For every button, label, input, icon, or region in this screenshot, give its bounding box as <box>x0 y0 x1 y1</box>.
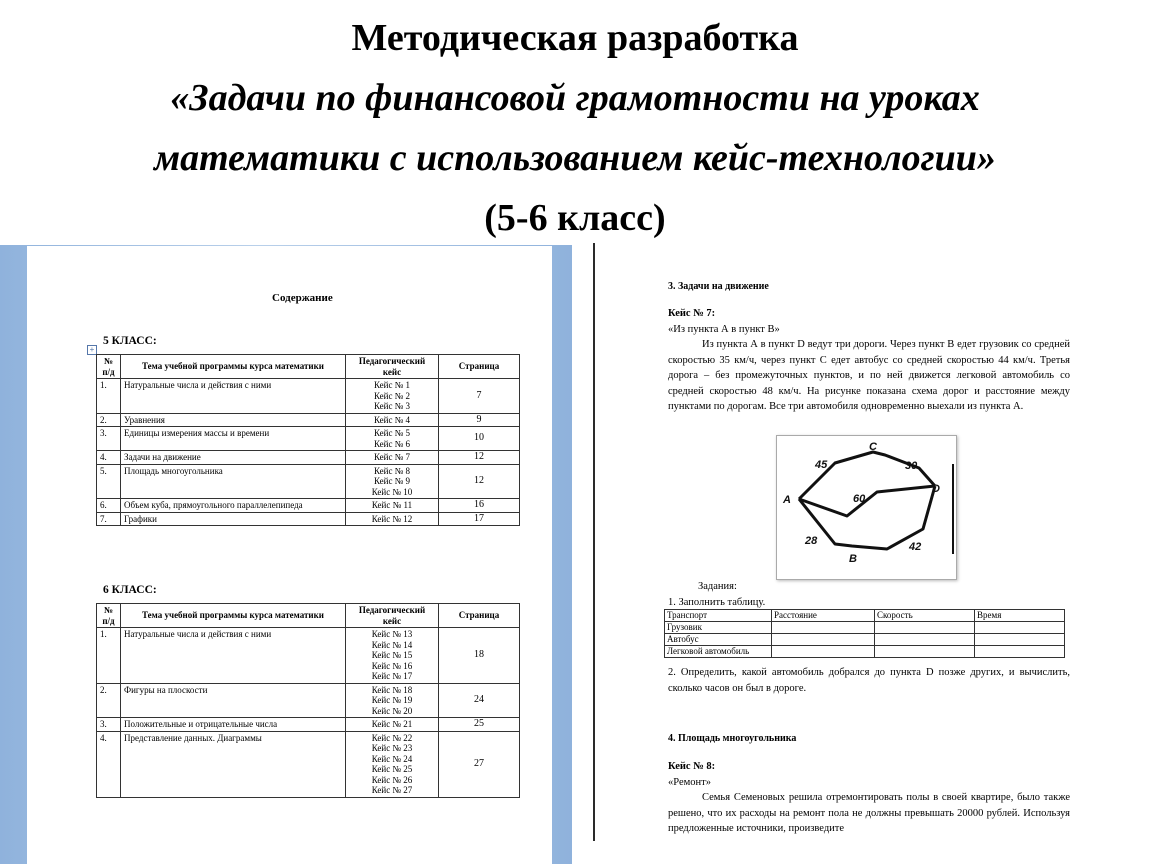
road-scheme-figure <box>776 435 957 580</box>
class6-table <box>96 603 520 798</box>
road-scheme-diagram <box>777 436 956 579</box>
row-page: 18 <box>439 628 520 684</box>
task-header-time: Время <box>975 610 1065 622</box>
header-page: Страница <box>439 604 520 628</box>
case-8-heading: Кейс № 8: <box>668 761 716 772</box>
tasks-heading: Задания: <box>698 581 737 592</box>
row-cases: Кейс № 22 Кейс № 23 Кейс № 24 Кейс № 25 Кейс № 26 Кейс № 27 <box>346 731 439 797</box>
row-cases: Кейс № 7 <box>346 451 439 465</box>
row-cases: Кейс № 11 <box>346 499 439 513</box>
point-b-label: B <box>849 553 857 565</box>
distance-c-d-label: 30 <box>905 460 918 472</box>
case-page <box>598 245 1150 864</box>
row-cases: Кейс № 8 Кейс № 9 Кейс № 10 <box>346 464 439 499</box>
header-topic: Тема учебной программы курса математики <box>121 604 346 628</box>
row-number: 3. <box>97 718 121 732</box>
row-topic: Задачи на движение <box>121 451 346 465</box>
task-row-truck: Грузовик <box>665 622 772 634</box>
row-topic: Натуральные числа и действия с ними <box>121 379 346 414</box>
point-c-label: C <box>869 441 877 453</box>
distance-b-d-label: 42 <box>909 541 922 553</box>
table-row <box>97 683 520 718</box>
title-line-4: (5-6 класс) <box>484 197 666 239</box>
row-page: 16 <box>439 499 520 513</box>
header-page: Страница <box>439 355 520 379</box>
row-page: 24 <box>439 683 520 718</box>
row-cases: Кейс № 1 Кейс № 2 Кейс № 3 <box>346 379 439 414</box>
case-8-title: «Ремонт» <box>668 776 711 788</box>
table-row <box>97 718 520 732</box>
case-7-block <box>668 306 1070 415</box>
task-row-car: Легковой автомобиль <box>665 646 772 658</box>
table-row <box>97 731 520 797</box>
distance-a-d-label: 60 <box>853 493 866 505</box>
table-row <box>97 512 520 526</box>
row-topic: Представление данных. Диаграммы <box>121 731 346 797</box>
row-topic: Объем куба, прямоугольного параллелепипеда <box>121 499 346 513</box>
row-topic: Графики <box>121 512 346 526</box>
table-row <box>97 499 520 513</box>
header-case: Педагогический кейс <box>346 604 439 628</box>
table-row <box>97 379 520 414</box>
case-7-heading: Кейс № 7: <box>668 308 716 319</box>
row-number: 1. <box>97 379 121 414</box>
header-topic: Тема учебной программы курса математики <box>121 355 346 379</box>
point-a-label: A <box>783 494 791 506</box>
row-number: 6. <box>97 499 121 513</box>
case-7-text: Из пункта А в пункт D ведут три дороги. Через пункт В едет грузовик со средней скоростью 35 км/ч, через пункт С едет автобус со средней скоростью 44 км/ч. Третья дорога – без промежуточных пунктов, и по ней движется легковой автомобиль со средней скоростью 48 км/ч. На рисунке показана схема дорог и расстояние между пунктами по дорогам. Все три автомобиля одновременно выехали из пункта А. <box>668 339 1070 412</box>
task-table <box>664 609 1065 658</box>
road-a-b-d <box>799 486 935 549</box>
class5-table <box>96 354 520 526</box>
row-topic: Фигуры на плоскости <box>121 683 346 718</box>
row-cases: Кейс № 5 Кейс № 6 <box>346 427 439 451</box>
row-page: 10 <box>439 427 520 451</box>
title-line-2: «Задачи по финансовой грамотности на уроках <box>170 77 980 119</box>
row-page: 27 <box>439 731 520 797</box>
slide-title <box>0 8 1150 248</box>
task-2: 2. Определить, какой автомобиль добрался до пункта D позже других, и вычислить, сколько часов он был в дороге. <box>668 667 1070 694</box>
title-line-3: математики с использованием кейс-технологии» <box>154 137 996 179</box>
row-number: 5. <box>97 464 121 499</box>
row-number: 3. <box>97 427 121 451</box>
header-case: Педагогический кейс <box>346 355 439 379</box>
row-number: 4. <box>97 731 121 797</box>
class5-heading: 5 КЛАСС: <box>103 335 157 347</box>
row-cases: Кейс № 12 <box>346 512 439 526</box>
contents-page <box>27 246 552 864</box>
row-cases: Кейс № 21 <box>346 718 439 732</box>
distance-a-c-label: 45 <box>815 459 828 471</box>
table-row <box>97 451 520 465</box>
row-page: 12 <box>439 451 520 465</box>
task-header-speed: Скорость <box>875 610 975 622</box>
case-7-title: «Из пункта А в пункт В» <box>668 323 780 335</box>
row-page: 7 <box>439 379 520 414</box>
row-cases: Кейс № 13 Кейс № 14 Кейс № 15 Кейс № 16 Кейс № 17 <box>346 628 439 684</box>
page-divider <box>593 243 595 841</box>
table-move-handle-icon[interactable]: + <box>87 345 97 355</box>
task-row-bus: Автобус <box>665 634 772 646</box>
tasks-block <box>668 579 1070 610</box>
section-3-heading: 3. Задачи на движение <box>668 281 769 292</box>
row-cases: Кейс № 4 <box>346 413 439 427</box>
header-number: № п/д <box>97 604 121 628</box>
title-line-1: Методическая разработка <box>351 17 799 59</box>
row-number: 2. <box>97 683 121 718</box>
row-topic: Уравнения <box>121 413 346 427</box>
row-number: 7. <box>97 512 121 526</box>
row-topic: Положительные и отрицательные числа <box>121 718 346 732</box>
point-d-label: D <box>932 483 940 495</box>
header-number: № п/д <box>97 355 121 379</box>
case-8-text: Семья Семеновых решила отремонтировать полы в своей квартире, было также решено, что их расходы на ремонт пола не должны превышать 20000 рублей. Используя предложенные источники, произведите <box>668 792 1070 834</box>
class6-heading: 6 КЛАСС: <box>103 584 157 596</box>
row-page: 9 <box>439 413 520 427</box>
table-row <box>97 628 520 684</box>
row-topic: Площадь многоугольника <box>121 464 346 499</box>
row-number: 2. <box>97 413 121 427</box>
row-number: 1. <box>97 628 121 684</box>
task-header-transport: Транспорт <box>665 610 772 622</box>
road-a-d-direct <box>799 486 935 516</box>
contents-heading: Содержание <box>272 292 333 304</box>
task-header-distance: Расстояние <box>772 610 875 622</box>
row-page: 25 <box>439 718 520 732</box>
row-cases: Кейс № 18 Кейс № 19 Кейс № 20 <box>346 683 439 718</box>
case-8-block <box>668 759 1070 837</box>
task-1: 1. Заполнить таблицу. <box>668 596 766 608</box>
row-page: 12 <box>439 464 520 499</box>
distance-a-b-label: 28 <box>805 535 818 547</box>
table-row <box>97 413 520 427</box>
row-number: 4. <box>97 451 121 465</box>
row-topic: Натуральные числа и действия с ними <box>121 628 346 684</box>
row-topic: Единицы измерения массы и времени <box>121 427 346 451</box>
table-row <box>97 464 520 499</box>
row-page: 17 <box>439 512 520 526</box>
table-row <box>97 427 520 451</box>
section-4-heading: 4. Площадь многоугольника <box>668 733 797 744</box>
